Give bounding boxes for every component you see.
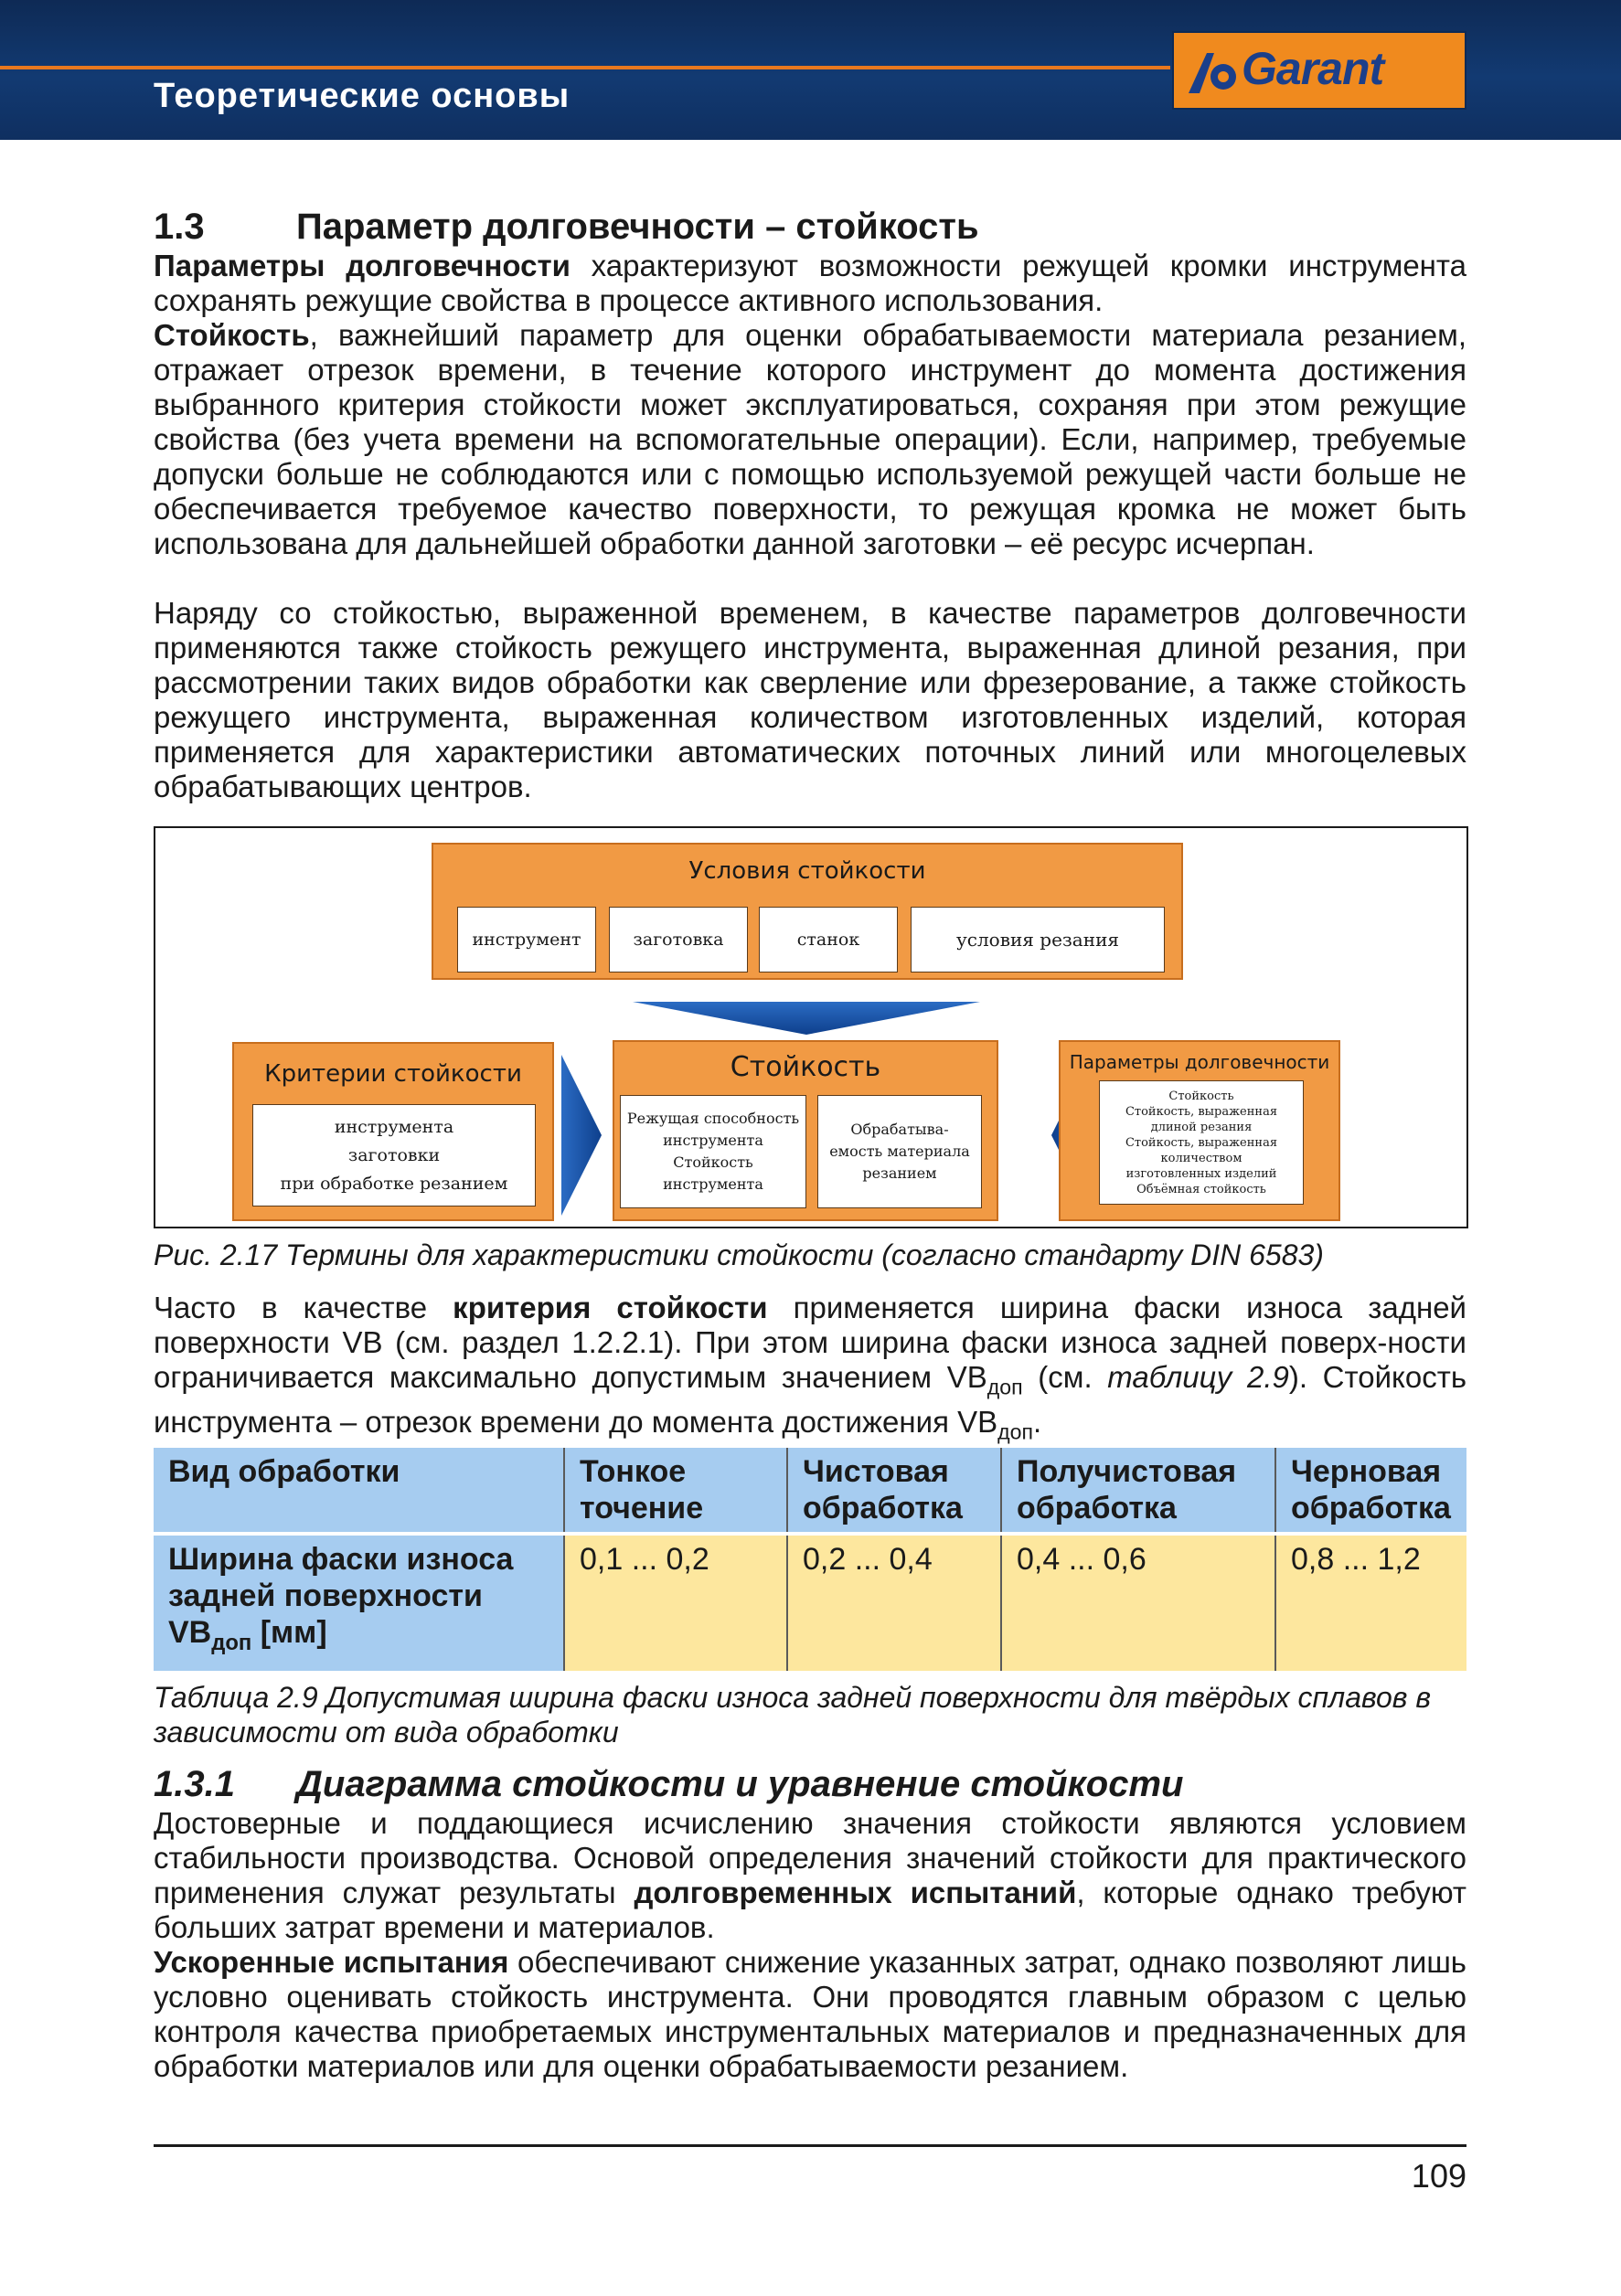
term-long-tests: долговременных испытаний <box>634 1876 1077 1909</box>
tool-life-right-line: емость материала <box>829 1143 970 1160</box>
page-header <box>0 0 1621 140</box>
table-header-cell: Тонкое точение <box>564 1448 787 1534</box>
durability-box <box>1059 1040 1340 1221</box>
tool-life-left-line: Режущая способность <box>626 1110 800 1127</box>
tool-life-box <box>613 1040 998 1221</box>
paragraph-text: Достоверные и поддающиеся исчислению значения стойкости являются условием стабильности производства. Основой определения значений стойкости для практического применения служат результаты <box>154 1806 1466 1909</box>
tool-life-right-line: резанием <box>862 1164 937 1182</box>
tool-life-diagram <box>154 826 1468 1228</box>
condition-item: условия резания <box>911 907 1165 973</box>
criteria-list <box>252 1104 536 1206</box>
condition-item: инструмент <box>457 907 596 973</box>
figure-caption: Рис. 2.17 Термины для характеристики стойкости (согласно стандарту DIN 6583) <box>154 1238 1324 1271</box>
paragraph-text: ). Стойкость инструмента – отрезок времени до момента достижения VB <box>154 1360 1467 1439</box>
durability-line: Стойкость, выраженная <box>1125 1104 1278 1119</box>
paragraph-text: обеспечивают снижение указанных затрат, однако позволяют лишь условно оценивать стойкость инструмента. Они проводятся главным образом с целью контроля качества приобретаемых инструментальных материалов и предназначенных для обработки материалов или для оценки обрабатываемости резанием. <box>154 1945 1466 2083</box>
paragraph-reliable-values <box>154 1806 1466 1945</box>
term-tool-life: Стойкость <box>154 318 310 352</box>
paragraph-text: характеризуют возможности режущей кромки инструмента сохранять режущие свойства в процессе активного использования. <box>154 249 1467 317</box>
durability-line: Стойкость <box>1168 1089 1234 1103</box>
tool-life-title: Стойкость <box>730 1051 881 1083</box>
table-row-label <box>154 1534 564 1671</box>
paragraph-vb <box>154 1291 1466 1449</box>
durability-line: количеством <box>1160 1151 1242 1165</box>
section-number: 1.3 <box>154 207 205 247</box>
paragraph-accelerated-tests <box>154 1945 1466 2084</box>
paragraph-text: Наряду со стойкостью, выраженной временем, в качестве параметров долговечности применяются также стойкость режущего инструмента, выраженная длиной резания, при рассмотрении таких видов обработки как сверление или фрезерование, а также стойкость режущего инструмента, выраженная количеством изготовленных изделий, которая применяется для характеристики автоматических поточных линий или многоцелевых обрабатывающих центров. <box>154 596 1466 803</box>
table-cell: 0,1 ... 0,2 <box>564 1534 787 1671</box>
durability-line: Стойкость, выраженная <box>1125 1135 1278 1150</box>
paragraph-text: Часто в качестве <box>154 1291 453 1324</box>
subsection-title: Диаграмма стойкости и уравнение стойкости <box>296 1764 1184 1804</box>
section-title: Параметр долговечности – стойкость <box>296 207 979 247</box>
page-number: 109 <box>1411 2157 1466 2195</box>
criteria-line: инструмента <box>334 1116 454 1137</box>
paragraph-text: , которые однако требуют больших затрат времени и материалов. <box>154 1876 1466 1944</box>
criteria-line: заготовки <box>347 1144 441 1165</box>
header-accent-line <box>0 66 1170 69</box>
durability-line: Объёмная стойкость <box>1136 1182 1266 1196</box>
term-accelerated-tests: Ускоренные испытания <box>154 1945 509 1979</box>
tool-life-left-box <box>620 1095 806 1208</box>
durability-list <box>1099 1080 1304 1205</box>
condition-item: заготовка <box>609 907 748 973</box>
conditions-box <box>432 843 1183 980</box>
paragraph-text: . <box>1032 1404 1042 1439</box>
durability-line: изготовленных изделий <box>1125 1166 1277 1181</box>
durability-line: длиной резания <box>1150 1120 1253 1134</box>
term-durability: Параметры долговечности <box>154 249 571 282</box>
subsection-number: 1.3.1 <box>154 1764 235 1804</box>
criteria-line: при обработке резанием <box>280 1173 508 1194</box>
term-criterion: критерия стойкости <box>453 1291 768 1324</box>
conditions-title: Условия стойкости <box>688 857 926 885</box>
section-heading <box>154 207 979 248</box>
table-row <box>154 1534 1466 1671</box>
down-arrow-icon <box>633 1002 980 1035</box>
garant-logo <box>1172 31 1466 110</box>
condition-item: станок <box>759 907 898 973</box>
table-reference: таблицу 2.9 <box>1107 1360 1289 1394</box>
row-label-unit: [мм] <box>251 1615 327 1650</box>
table-cell: 0,4 ... 0,6 <box>1001 1534 1275 1671</box>
paragraph-durability <box>154 249 1466 318</box>
paragraph-text: , важнейший параметр для оценки обрабатываемости материала резанием, отражает отрезок времени, в течение которого инструмент до момента достижения выбранного критерия стойкости может эксплуатироваться, сохраняя при этом режущие свойства (без учета времени на вспомогательные операции). Если, например, требуемые допуски больше не соблюдаются или с помощью используемой режущей части больше не обеспечивается требуемое качество поверхности, то режущая кромка не может быть использована для дальнейшей обработки данной заготовки – её ресурс исчерпан. <box>154 318 1466 560</box>
row-label-text: Ширина фаски износа задней поверхности VB <box>168 1542 514 1650</box>
garant-logo-icon <box>1187 49 1240 95</box>
logo-text: Garant <box>1242 43 1384 94</box>
table-header-cell: Чистовая обработка <box>787 1448 1001 1534</box>
header-title: Теоретические основы <box>154 77 571 115</box>
criteria-title: Критерии стойкости <box>264 1060 522 1088</box>
table-header-cell: Вид обработки <box>154 1448 564 1534</box>
subsection-heading <box>154 1764 1183 1805</box>
table-cell: 0,2 ... 0,4 <box>787 1534 1001 1671</box>
subscript: доп <box>986 1375 1023 1399</box>
paragraph-alternatives <box>154 596 1466 804</box>
table-header-cell: Черновая обработка <box>1275 1448 1466 1534</box>
right-arrow-icon <box>561 1055 602 1216</box>
criteria-box <box>232 1042 554 1221</box>
table-header-row <box>154 1448 1466 1534</box>
subscript: доп <box>211 1630 252 1655</box>
table-header-cell: Получистовая обработка <box>1001 1448 1275 1534</box>
paragraph-text: (см. <box>1022 1360 1108 1394</box>
table-caption: Таблица 2.9 Допустимая ширина фаски износа задней поверхности для твёрдых сплавов в зависимости от вида обработки <box>154 1681 1432 1749</box>
tool-life-left-line: Стойкость инструмента <box>663 1153 763 1193</box>
table-cell: 0,8 ... 1,2 <box>1275 1534 1466 1671</box>
tool-life-right-line: Обрабатыва- <box>850 1121 949 1138</box>
durability-title: Параметры долговечности <box>1069 1051 1330 1073</box>
paragraph-text: применяется ширина фаски износа задней поверхности VB (см. раздел 1.2.2.1). При этом ширина фаски износа задней поверх-ности ограничивается максимально допустимым значением VB <box>154 1291 1466 1394</box>
vb-table <box>154 1448 1466 1671</box>
tool-life-left-line: инструмента <box>663 1132 763 1149</box>
tool-life-right-box <box>817 1095 982 1208</box>
subscript: доп <box>997 1419 1033 1444</box>
paragraph-tool-life <box>154 318 1466 561</box>
footer-line <box>154 2144 1466 2147</box>
